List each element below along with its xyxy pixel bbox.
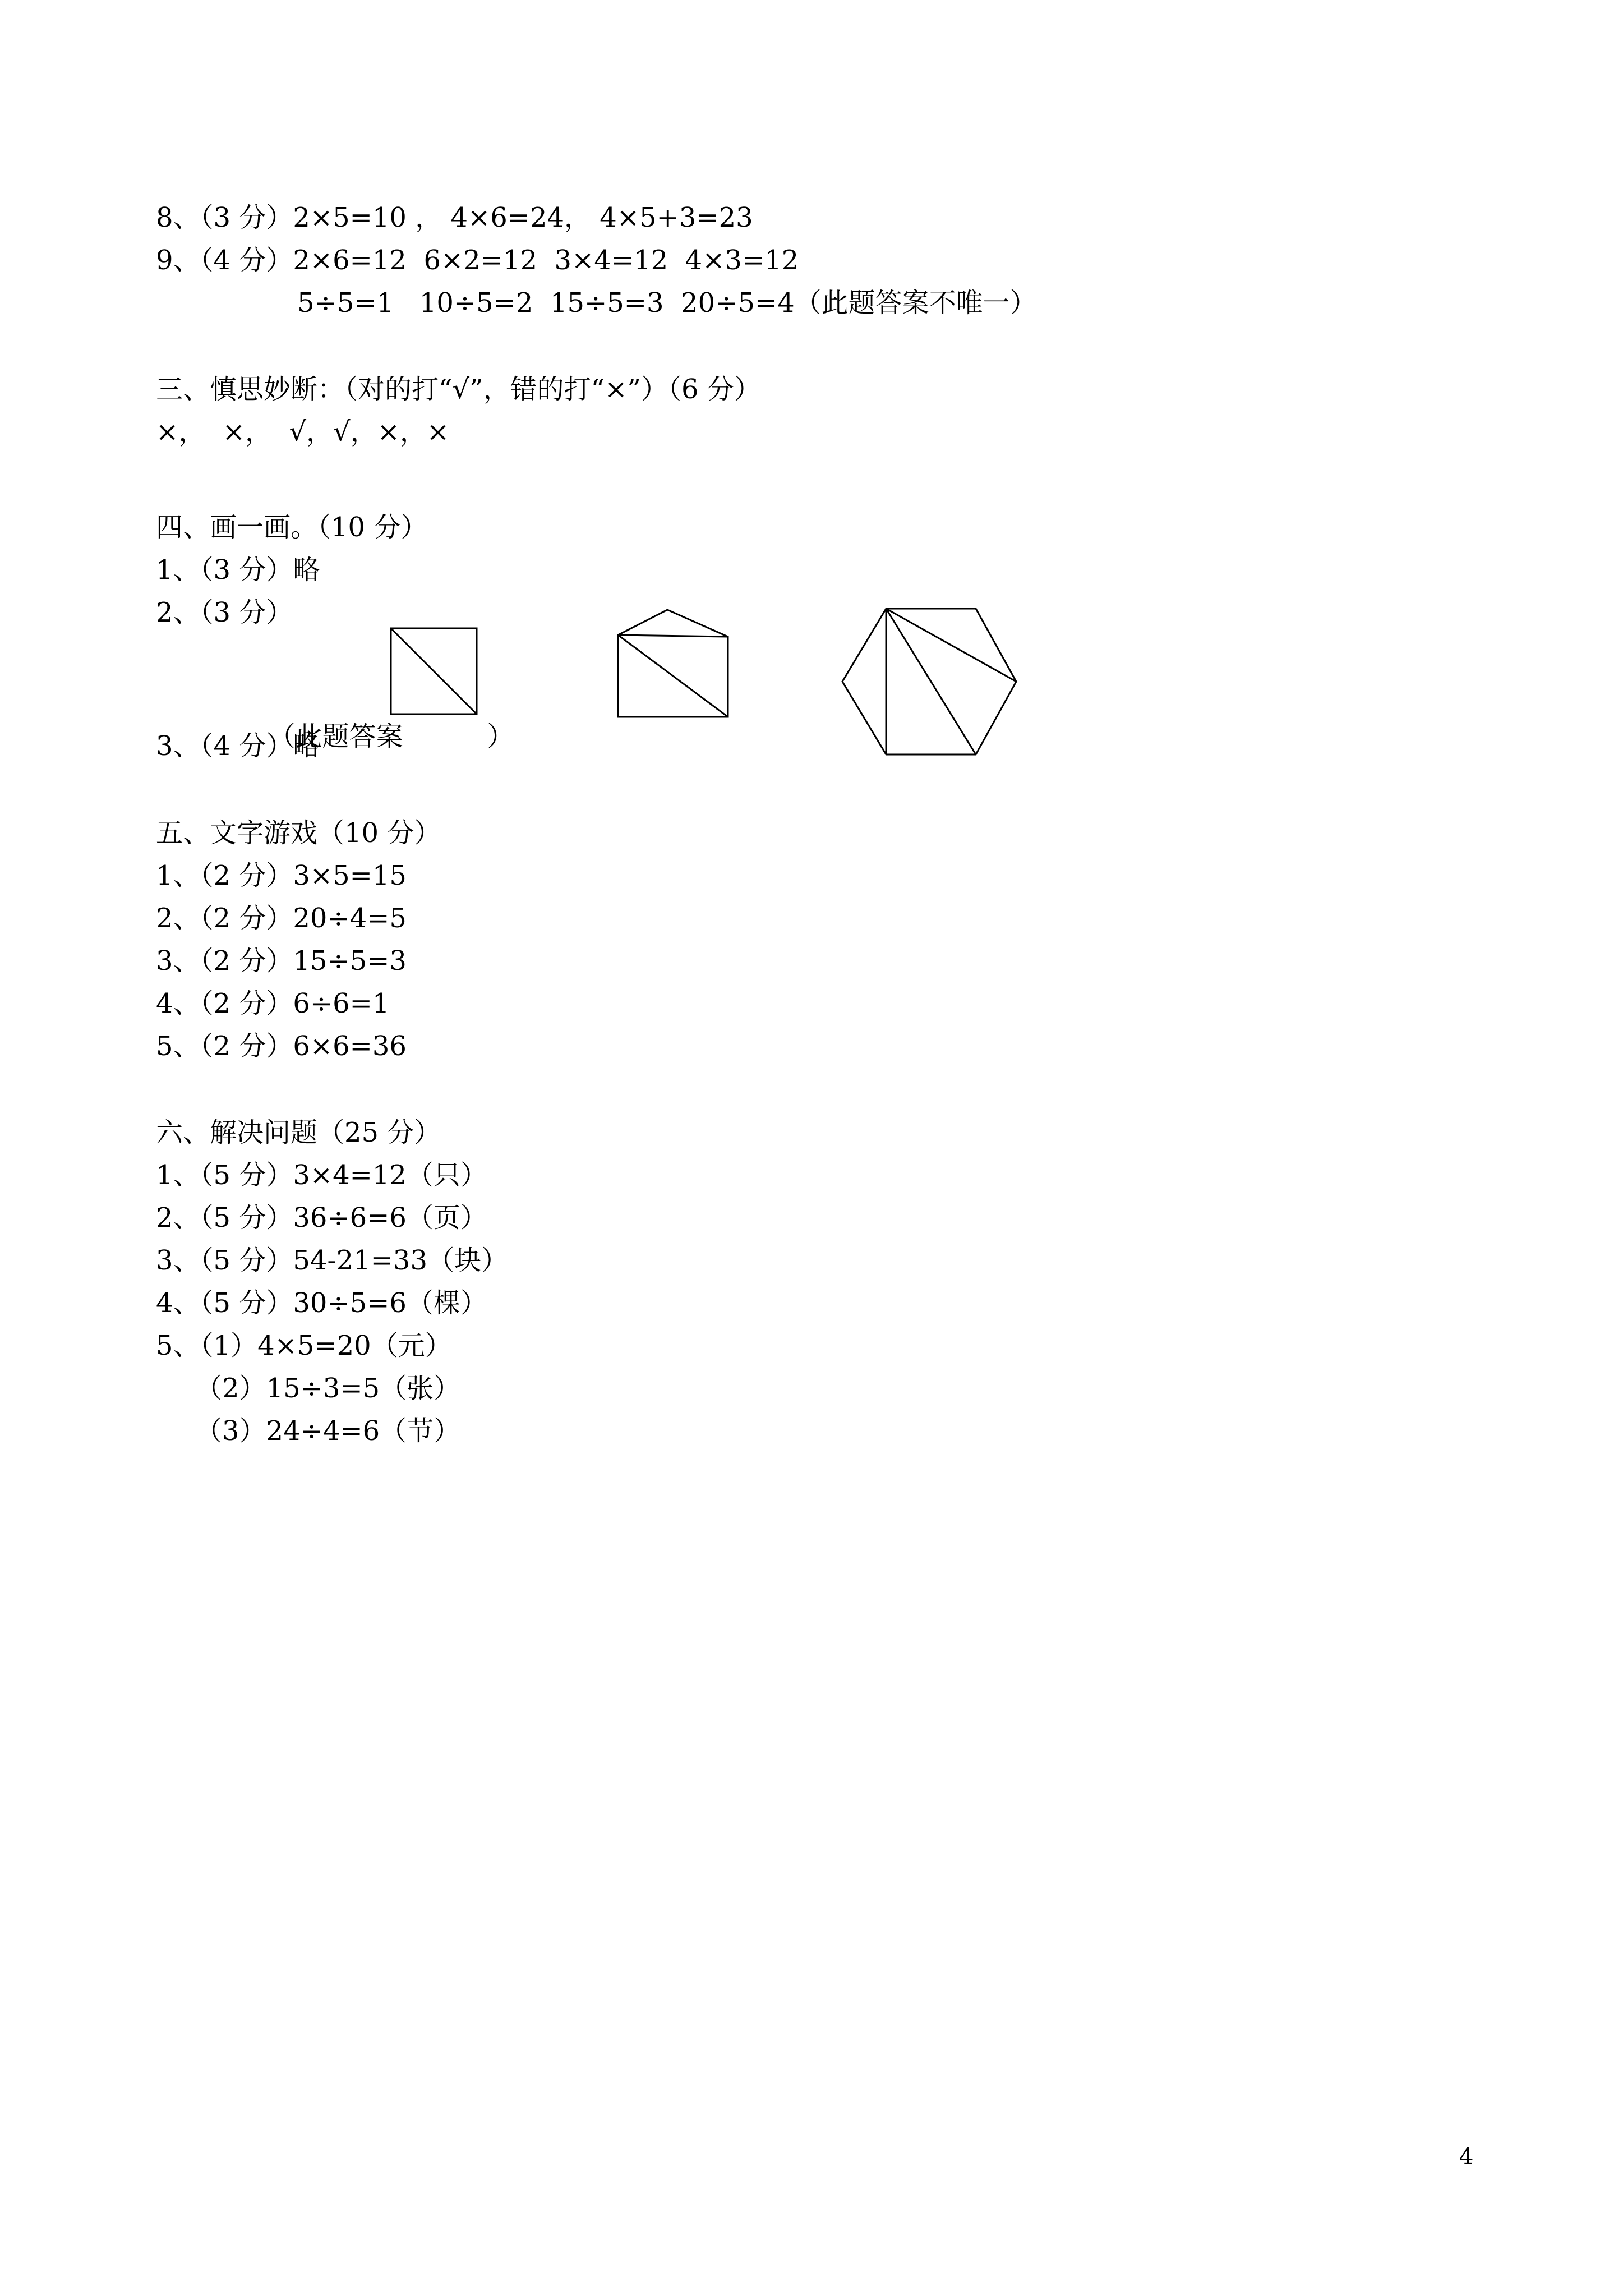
section5-item: 4、（2 分）6÷6=1 bbox=[156, 988, 390, 1019]
section6-item: 5、（1）4×5=20（元） bbox=[156, 1330, 452, 1361]
note-tail: ） bbox=[487, 721, 514, 752]
section6-heading: 六、解决问题（25 分） bbox=[156, 1117, 441, 1148]
section6-item: 1、（5 分）3×4=12（只） bbox=[156, 1159, 487, 1191]
section6-item: 2、（5 分）36÷6=6（页） bbox=[156, 1202, 487, 1234]
note-text: （此题答案 bbox=[268, 721, 403, 752]
section6-subitem: （2）15÷3=5（张） bbox=[195, 1373, 461, 1404]
section5-item: 5、（2 分）6×6=36 bbox=[156, 1030, 407, 1062]
pentagon-divided-figure bbox=[617, 609, 729, 718]
section5-item: 2、（2 分）20÷4=5 bbox=[156, 903, 407, 934]
section6-item: 3、（5 分）54-21=33（块） bbox=[156, 1245, 509, 1276]
q9-answer-line2: 5÷5=1 10÷5=2 15÷5=3 20÷5=4（此题答案不唯一） bbox=[297, 287, 1037, 319]
q8-answer: 8、（3 分）2×5=10 ， 4×6=24， 4×5+3=23 bbox=[156, 202, 753, 233]
section3-answers: ×， ×， √，√，×，× bbox=[156, 416, 450, 448]
q9-answer-line1: 9、（4 分）2×6=12 6×2=12 3×4=12 4×3=12 bbox=[156, 245, 799, 276]
section3-heading: 三、慎思妙断：（对的打“√”，错的打“×”）（6 分） bbox=[156, 374, 761, 405]
section6-item: 4、（5 分）30÷5=6（棵） bbox=[156, 1287, 487, 1319]
section4-item1: 1、（3 分）略 bbox=[156, 554, 320, 586]
section5-item: 1、（2 分）3×5=15 bbox=[156, 860, 407, 891]
page-number: 4 bbox=[1459, 2144, 1474, 2170]
hexagon-divided-figure bbox=[841, 608, 1021, 756]
section6-subitem: （3）24÷4=6（节） bbox=[195, 1415, 461, 1447]
section4-heading: 四、画一画。（10 分） bbox=[156, 512, 428, 543]
section5-item: 3、（2 分）15÷5=3 bbox=[156, 945, 407, 977]
square-divided-figure bbox=[390, 627, 479, 717]
section4-item2: 2、（3 分） bbox=[156, 597, 293, 628]
section5-heading: 五、文字游戏（10 分） bbox=[156, 817, 441, 849]
section4-item3: 3、（4 分）略 bbox=[156, 730, 320, 762]
